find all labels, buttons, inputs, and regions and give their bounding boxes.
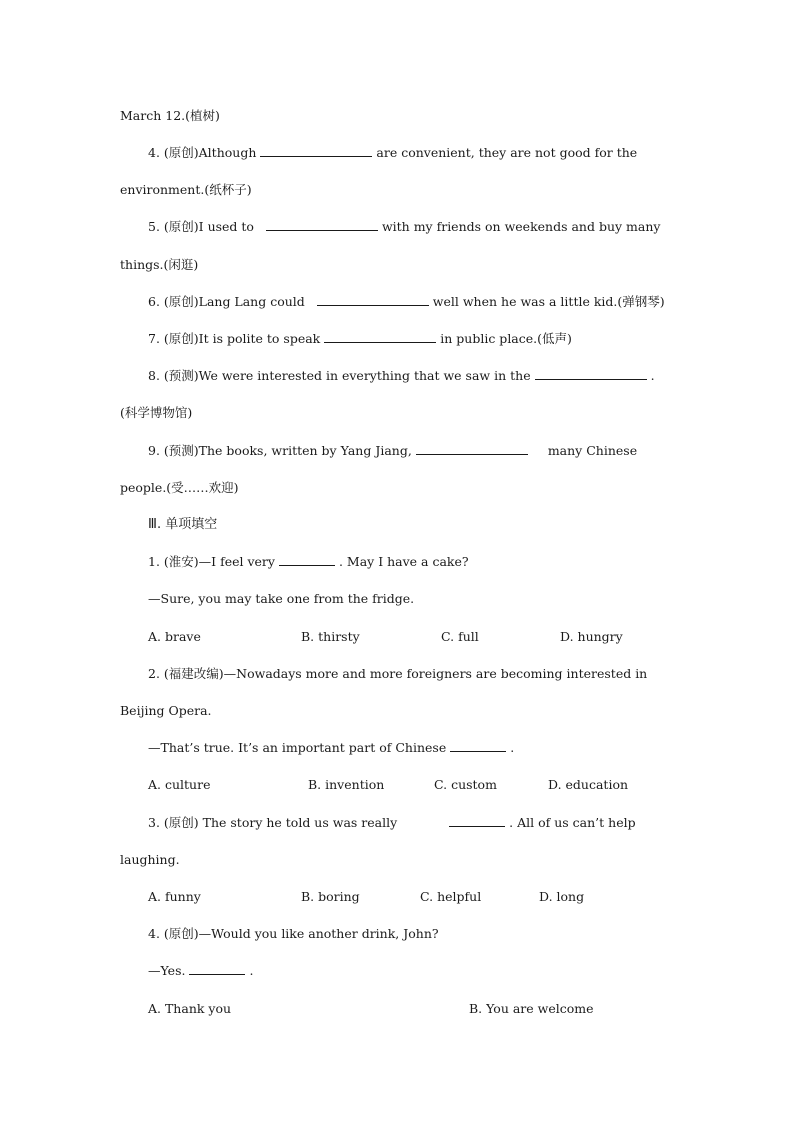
question-7 bbox=[148, 331, 572, 347]
option-a[interactable]: A. funny bbox=[148, 889, 201, 904]
option-c[interactable]: C. full bbox=[441, 629, 479, 644]
option-b[interactable]: B. You are welcome bbox=[469, 1001, 594, 1016]
answer-blank[interactable] bbox=[535, 368, 647, 380]
question-text: —Yes. bbox=[148, 963, 186, 978]
question-6 bbox=[148, 294, 665, 310]
answer-blank[interactable] bbox=[416, 443, 528, 455]
text-line: laughing. bbox=[120, 852, 180, 867]
question-text: . bbox=[510, 740, 515, 755]
mc-question-2: 2. (福建改编)—Nowadays more and more foreigners are becoming interested in bbox=[148, 666, 648, 681]
question-text: are convenient, they are not good for the bbox=[376, 145, 638, 160]
question-4 bbox=[148, 145, 637, 161]
option-b[interactable]: B. invention bbox=[308, 777, 385, 792]
option-d[interactable]: D. education bbox=[548, 777, 629, 792]
option-a[interactable]: A. culture bbox=[148, 777, 211, 792]
section-heading: Ⅲ. 单项填空 bbox=[148, 517, 218, 532]
question-text: —That’s true. It’s an important part of Chinese bbox=[148, 740, 447, 755]
question-text: 3. (原创) The story he told us was really bbox=[148, 815, 398, 830]
answer-blank[interactable] bbox=[449, 815, 505, 827]
question-text: . bbox=[650, 368, 655, 383]
option-b[interactable]: B. thirsty bbox=[301, 629, 360, 644]
question-5 bbox=[148, 219, 660, 235]
question-text: 8. (预测)We were interested in everything that we saw in the bbox=[148, 368, 531, 383]
text-line: March 12.(植树) bbox=[120, 108, 220, 123]
mc-question-4: 4. (原创)—Would you like another drink, John? bbox=[148, 926, 439, 941]
answer-blank[interactable] bbox=[266, 219, 378, 231]
text-line: things.(闲逛) bbox=[120, 257, 199, 272]
question-text: well when he was a little kid.(弹钢琴) bbox=[432, 294, 665, 309]
question-text: with my friends on weekends and buy many bbox=[381, 219, 661, 234]
option-b[interactable]: B. boring bbox=[301, 889, 360, 904]
answer-blank[interactable] bbox=[189, 963, 245, 975]
question-text: . bbox=[249, 963, 254, 978]
text-line: Beijing Opera. bbox=[120, 703, 212, 718]
answer-blank[interactable] bbox=[324, 331, 436, 343]
answer-blank[interactable] bbox=[450, 740, 506, 752]
text-line: —Sure, you may take one from the fridge. bbox=[148, 591, 415, 606]
answer-blank[interactable] bbox=[260, 145, 372, 157]
question-text: 5. (原创)I used to bbox=[148, 219, 254, 234]
question-text: 1. (淮安)—I feel very bbox=[148, 554, 275, 569]
question-text: 6. (原创)Lang Lang could bbox=[148, 294, 305, 309]
text-line: (科学博物馆) bbox=[120, 405, 193, 420]
text-line bbox=[148, 740, 514, 756]
option-d[interactable]: D. hungry bbox=[560, 629, 623, 644]
question-text: 9. (预测)The books, written by Yang Jiang, bbox=[148, 443, 412, 458]
question-text: 4. (原创)Although bbox=[148, 145, 257, 160]
option-a[interactable]: A. Thank you bbox=[148, 1001, 232, 1016]
question-text: 7. (原创)It is polite to speak bbox=[148, 331, 321, 346]
mc-question-1 bbox=[148, 554, 469, 570]
answer-blank[interactable] bbox=[279, 554, 335, 566]
question-text: in public place.(低声) bbox=[440, 331, 572, 346]
option-a[interactable]: A. brave bbox=[148, 629, 201, 644]
text-line: environment.(纸杯子) bbox=[120, 182, 252, 197]
text-line bbox=[148, 963, 253, 979]
question-9 bbox=[148, 443, 637, 459]
question-8 bbox=[148, 368, 655, 384]
option-c[interactable]: C. helpful bbox=[420, 889, 482, 904]
answer-blank[interactable] bbox=[317, 294, 429, 306]
mc-question-3 bbox=[148, 815, 636, 831]
question-text: many Chinese bbox=[547, 443, 638, 458]
option-c[interactable]: C. custom bbox=[434, 777, 497, 792]
question-text: . All of us can’t help bbox=[509, 815, 636, 830]
question-text: . May I have a cake? bbox=[338, 554, 469, 569]
option-d[interactable]: D. long bbox=[539, 889, 585, 904]
text-line: people.(受……欢迎) bbox=[120, 480, 239, 495]
